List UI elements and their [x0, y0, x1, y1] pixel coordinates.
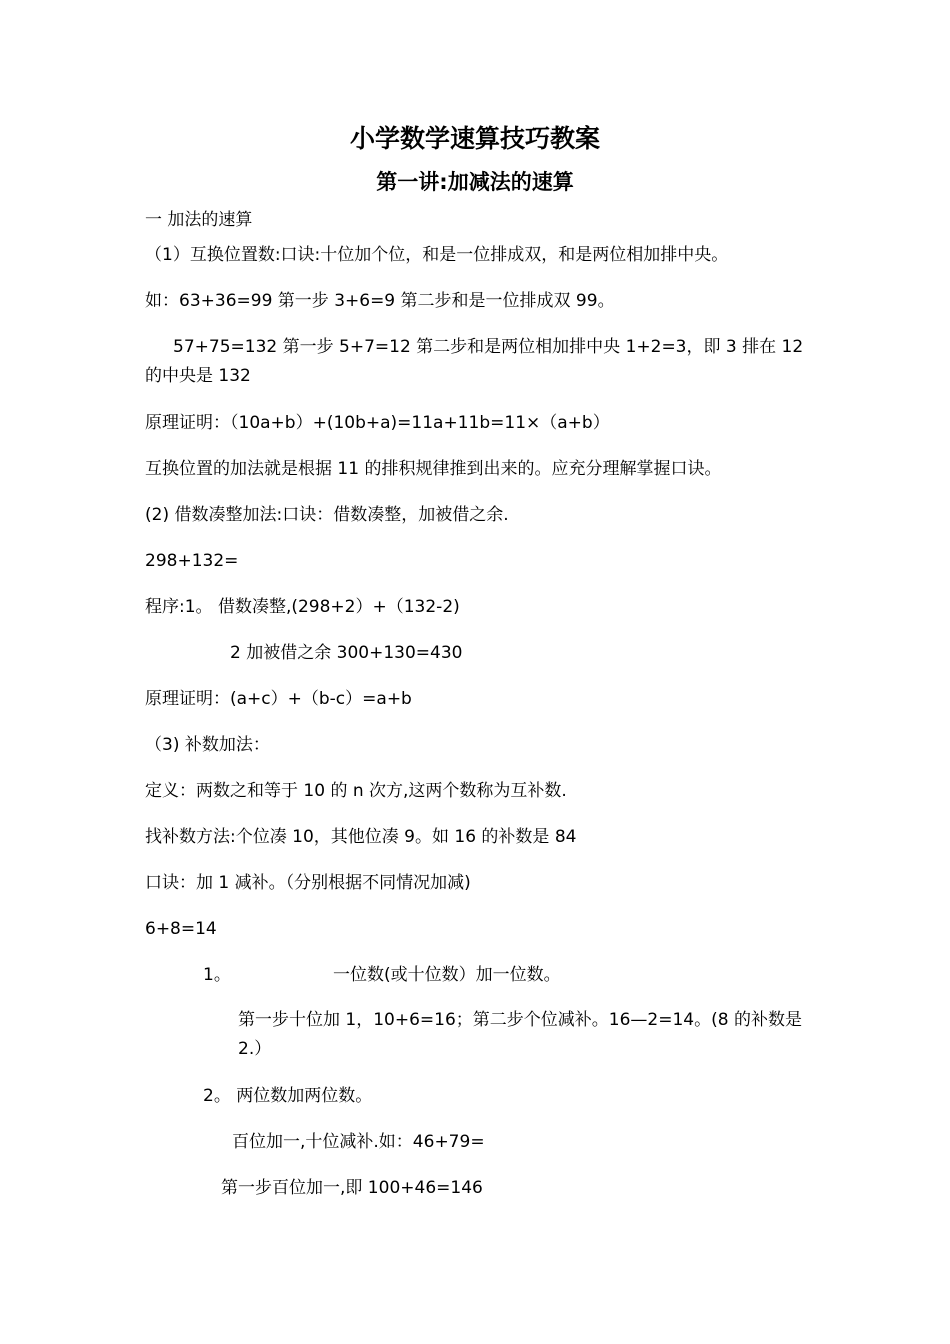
section-heading-addition: 一 加法的速算 — [145, 210, 253, 230]
case-1-heading: 一位数(或十位数）加一位数。 — [333, 965, 561, 985]
method-1-proof: 原理证明：（10a+b）+(10b+a)=11a+11b=11×（a+b） — [145, 413, 610, 433]
method-1-example-1: 如：63+36=99 第一步 3+6=9 第二步和是一位排成双 99。 — [145, 291, 615, 311]
method-3-rhyme: 口诀：加 1 减补。（分别根据不同情况加减) — [145, 873, 471, 893]
case-1-steps: 第一步十位加 1，10+6=16；第二步个位减补。16—2=14。(8 的补数是 2.） — [238, 1010, 802, 1059]
method-2-step-2: 2 加被借之余 300+130=430 — [230, 643, 463, 663]
method-3-example: 6+8=14 — [145, 919, 217, 939]
case-2-heading: 2。 两位数加两位数。 — [203, 1086, 373, 1106]
method-2-proof: 原理证明：(a+c）+（b-c）=a+b — [145, 689, 412, 709]
document-title: 小学数学速算技巧教案 — [349, 124, 600, 153]
case-2-rule: 百位加一,十位减补.如：46+79= — [232, 1132, 485, 1152]
case-2-step-1: 第一步百位加一,即 100+46=146 — [221, 1178, 483, 1198]
method-1-heading: （1）互换位置数:口诀:十位加个位，和是一位排成双，和是两位相加排中央。 — [145, 245, 729, 265]
method-2-heading: (2) 借数凑整加法:口诀：借数凑整，加被借之余. — [145, 505, 509, 525]
method-1-note: 互换位置的加法就是根据 11 的排积规律推到出来的。应充分理解掌握口诀。 — [145, 459, 722, 479]
case-1-number: 1。 — [203, 965, 231, 985]
method-2-step-1: 程序:1。 借数凑整,(298+2）+（132-2) — [145, 597, 460, 617]
method-1-example-2: 57+75=132 第一步 5+7=12 第二步和是两位相加排中央 1+2=3，即 3 排在 12 的中央是 132 — [145, 337, 804, 386]
method-3-heading: （3) 补数加法： — [145, 735, 270, 755]
method-3-find-complement: 找补数方法:个位凑 10，其他位凑 9。如 16 的补数是 84 — [145, 827, 577, 847]
method-2-problem: 298+132= — [145, 551, 239, 571]
lecture-subtitle: 第一讲:加减法的速算 — [376, 170, 574, 194]
method-3-definition: 定义：两数之和等于 10 的 n 次方,这两个数称为互补数. — [145, 781, 567, 801]
